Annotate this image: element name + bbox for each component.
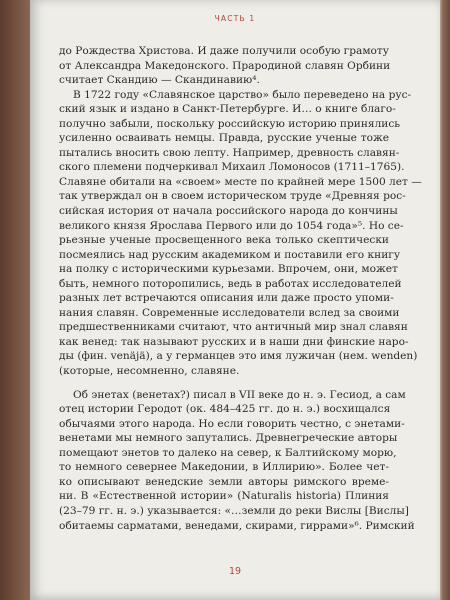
text-line: пытались вносить свою лепту. Например, древность славян- <box>59 146 400 159</box>
book-page <box>30 0 440 600</box>
paragraph <box>59 388 415 533</box>
text-line: ского племени подчеркивал Михаил Ломоносов (1711–1765). <box>59 161 405 174</box>
text-line: быть, немного поторопились, ведь в работах исследователей <box>59 277 402 290</box>
text-line: на полку с историческими курьезами. Впрочем, они, может <box>59 263 398 276</box>
text-line: то немного севернее Македонии, в Иллирию». Более чет- <box>59 461 389 474</box>
text-line: венетами мы немного запутались. Древнегреческие авторы <box>59 432 398 445</box>
text-line: обитаемы сарматами, венедами, скирами, гиррами»⁶. Римский <box>59 519 415 532</box>
text-line: получно забыли, поскольку российскую историю принялись <box>59 117 401 130</box>
text-line: усиленно осваивать немцы. Правда, русские ученые тоже <box>59 132 389 145</box>
text-line: В 1722 году «Славянское царство» было переведено на рус- <box>73 88 412 101</box>
running-header: ЧАСТЬ 1 <box>214 14 256 23</box>
text-line: как венед: так называют русских и в наши дни финские наро- <box>59 335 409 348</box>
text-line: великого князя Ярослава Первого или до 1054 года»⁵. Но се- <box>59 219 404 232</box>
text-line: (которые, несомненно, славяне. <box>59 365 240 378</box>
text-line: (23–79 гг. н. э.) указывается: «…земли до реки Вислы [Вислы] <box>59 504 409 517</box>
text-line: рьезные ученые просвещенного века только скептически <box>59 234 389 247</box>
text-line: Славяне обитали на «своем» месте по крайней мере 1500 лет — <box>59 175 422 188</box>
text-line: ни. В «Естественной истории» (Naturalis historia) Плиния <box>59 490 389 503</box>
text-line: ды (фин. venäjä), а у германцев это имя лужичан (нем. wenden) <box>59 350 418 363</box>
text-line: сийская история от начала российского народа до кончины <box>59 205 398 218</box>
text-line: посмеялись над русским академиком и поставили его книгу <box>59 248 401 261</box>
text-line: Об энетах (венетах?) писал в VII веке до н. э. Гесиод, а сам <box>73 388 406 401</box>
page-number: 19 <box>228 566 242 577</box>
paragraph <box>59 88 422 379</box>
text-line: от Александра Македонского. Прародиной славян Орбини <box>59 59 391 72</box>
text-line: предшественниками считают, что античный мир знал славян <box>59 321 408 334</box>
table-surface-left <box>0 0 32 600</box>
body-text <box>59 44 422 533</box>
text-line: обычаями этого народа. Но если говорить честно, с энетами- <box>59 417 405 430</box>
text-line: так утверждал он в своем историческом труде «Древняя рос- <box>59 190 406 203</box>
text-line: считает Скандию — Скандинавию⁴. <box>59 74 260 87</box>
text-line: отец истории Геродот (ок. 484–425 гг. до н. э.) восхищался <box>59 403 391 416</box>
text-line: помещают энетов то далеко на север, к Балтийскому морю, <box>59 446 397 459</box>
text-line: ский язык и издано в Санкт-Петербурге. И… о книге благо- <box>59 103 396 116</box>
text-line: до Рождества Христова. И даже получили особую грамоту <box>59 45 390 57</box>
text-line: разных лет встречаются описания или даже просто упоми- <box>59 292 394 305</box>
paragraph <box>59 44 389 88</box>
text-line: ко описывают венедские земли авторы римского време- <box>59 475 389 488</box>
text-line: нания славян. Современные исследователи вслед за своими <box>59 306 400 319</box>
paragraph-gap <box>59 379 389 388</box>
